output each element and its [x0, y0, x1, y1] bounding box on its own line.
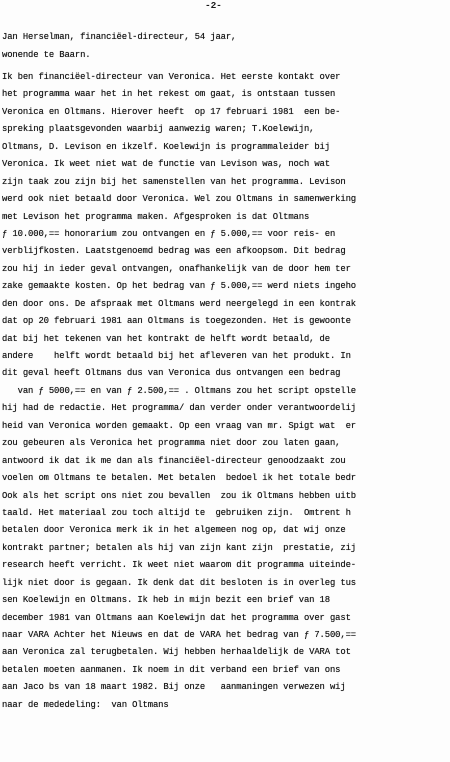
body-line: sen Koelewijn en Oltmans. Ik heb in mijn bezit een brief van 18 — [2, 595, 330, 606]
page-number: -2- — [205, 0, 222, 11]
body-line: Veronica. Ik weet niet wat de functie van Levison was, noch wat — [2, 159, 330, 170]
body-line: voelen om Oltmans te betalen. Met betalen bedoel ik het totale bedr — [2, 473, 356, 484]
body-line: betalen moeten aanmanen. Ik noem in dit verband een brief van ons — [2, 664, 341, 675]
body-line: Veronica en Oltmans. Hierover heeft op 17 februari 1981 een be- — [2, 106, 341, 117]
body-line: hij had de redactie. Het programma/ dan verder onder verantwoordelij — [2, 403, 356, 414]
body-line: dit geval heeft Oltmans dus van Veronica dus ontvangen een bedrag — [2, 368, 341, 379]
body-line: Ik ben financiëel-directeur van Veronica. Het eerste kontakt over — [2, 72, 341, 82]
body-line: betalen door Veronica merk ik in het algemeen nog op, dat wij onze — [2, 525, 346, 536]
body-line: zijn taak zou zijn bij het samenstellen van het programma. Levison — [2, 176, 346, 187]
body-line: werd ook niet betaald door Veronica. Wel zou Oltmans in samenwerking — [2, 194, 356, 205]
heading-line: Jan Herselman, financiëel-directeur, 54 jaar, — [2, 32, 237, 42]
body-line: het programma waar het in het rekest om gaat, is ontstaan tussen — [2, 89, 336, 100]
testimony-body — [2, 69, 448, 714]
body-line: met Levison het programma maken. Afgesproken is dat Oltmans — [2, 211, 310, 222]
body-line: zou gebeuren als Veronica het programma niet door zou laten gaan, — [2, 438, 341, 449]
witness-heading — [2, 29, 448, 64]
body-line: december 1981 van Oltmans aan Koelewijn dat het programma over gast — [2, 612, 351, 623]
body-line: research heeft verricht. Ik weet niet waarom dit programma uiteinde- — [2, 560, 356, 571]
body-line: dat bij het tekenen van het kontrakt de helft wordt betaald, de — [2, 333, 330, 344]
body-line: zake gemaakte kosten. Op het bedrag van ƒ 5.000,== werd niets ingeho — [2, 281, 356, 292]
heading-line: wonende te Baarn. — [2, 49, 91, 60]
body-line: naar de mededeling: van Oltmans — [2, 699, 169, 710]
body-line: dat op 20 februari 1981 aan Oltmans is toegezonden. Het is gewoonte — [2, 316, 351, 327]
body-line: spreking plaatsgevonden waarbij aanwezig waren; T.Koelewijn, — [2, 124, 315, 135]
body-line: van ƒ 5000,== en van ƒ 2.500,== . Oltmans zou het script opstelle — [2, 385, 356, 396]
body-line: ƒ 10.000,== honorarium zou ontvangen en ƒ 5.000,== voor reis- en — [2, 228, 336, 239]
body-line: zou hij in ieder geval ontvangen, onafhankelijk van de door hem ter — [2, 263, 351, 274]
body-line: heid van Veronica worden gemaakt. Op een vraag van mr. Spigt wat er — [2, 420, 356, 431]
body-line: aan Veronica zal terugbetalen. Wij hebben herhaaldelijk de VARA tot — [2, 647, 351, 658]
body-line: aan Jaco bs van 18 maart 1982. Bij onze aanmaningen verwezen wij — [2, 682, 346, 693]
body-line: lijk niet door is gegaan. Ik denk dat dit besloten is in overleg tus — [2, 577, 356, 588]
body-line: verblijfkosten. Laatstgenoemd bedrag was een afkoopsom. Dit bedrag — [2, 246, 346, 257]
body-line: taald. Het materiaal zou toch altijd te gebruiken zijn. Omtrent h — [2, 507, 351, 518]
body-line: andere helft wordt betaald bij het afleveren van het produkt. In — [2, 351, 351, 361]
body-line: Ook als het script ons niet zou bevallen zou ik Oltmans hebben uitb — [2, 490, 356, 501]
body-line: kontrakt partner; betalen als hij van zijn kant zijn prestatie, zij — [2, 542, 356, 553]
body-line: Oltmans, D. Levison en ikzelf. Koelewijn is programmaleider bij — [2, 141, 330, 152]
body-line: naar VARA Achter het Nieuws en dat de VARA het bedrag van ƒ 7.500,== — [2, 630, 356, 640]
body-line: den door ons. De afspraak met Oltmans werd neergelegd in een kontrak — [2, 298, 356, 309]
body-line: antwoord ik dat ik me dan als financiëel-directeur genoodzaakt zou — [2, 455, 346, 466]
